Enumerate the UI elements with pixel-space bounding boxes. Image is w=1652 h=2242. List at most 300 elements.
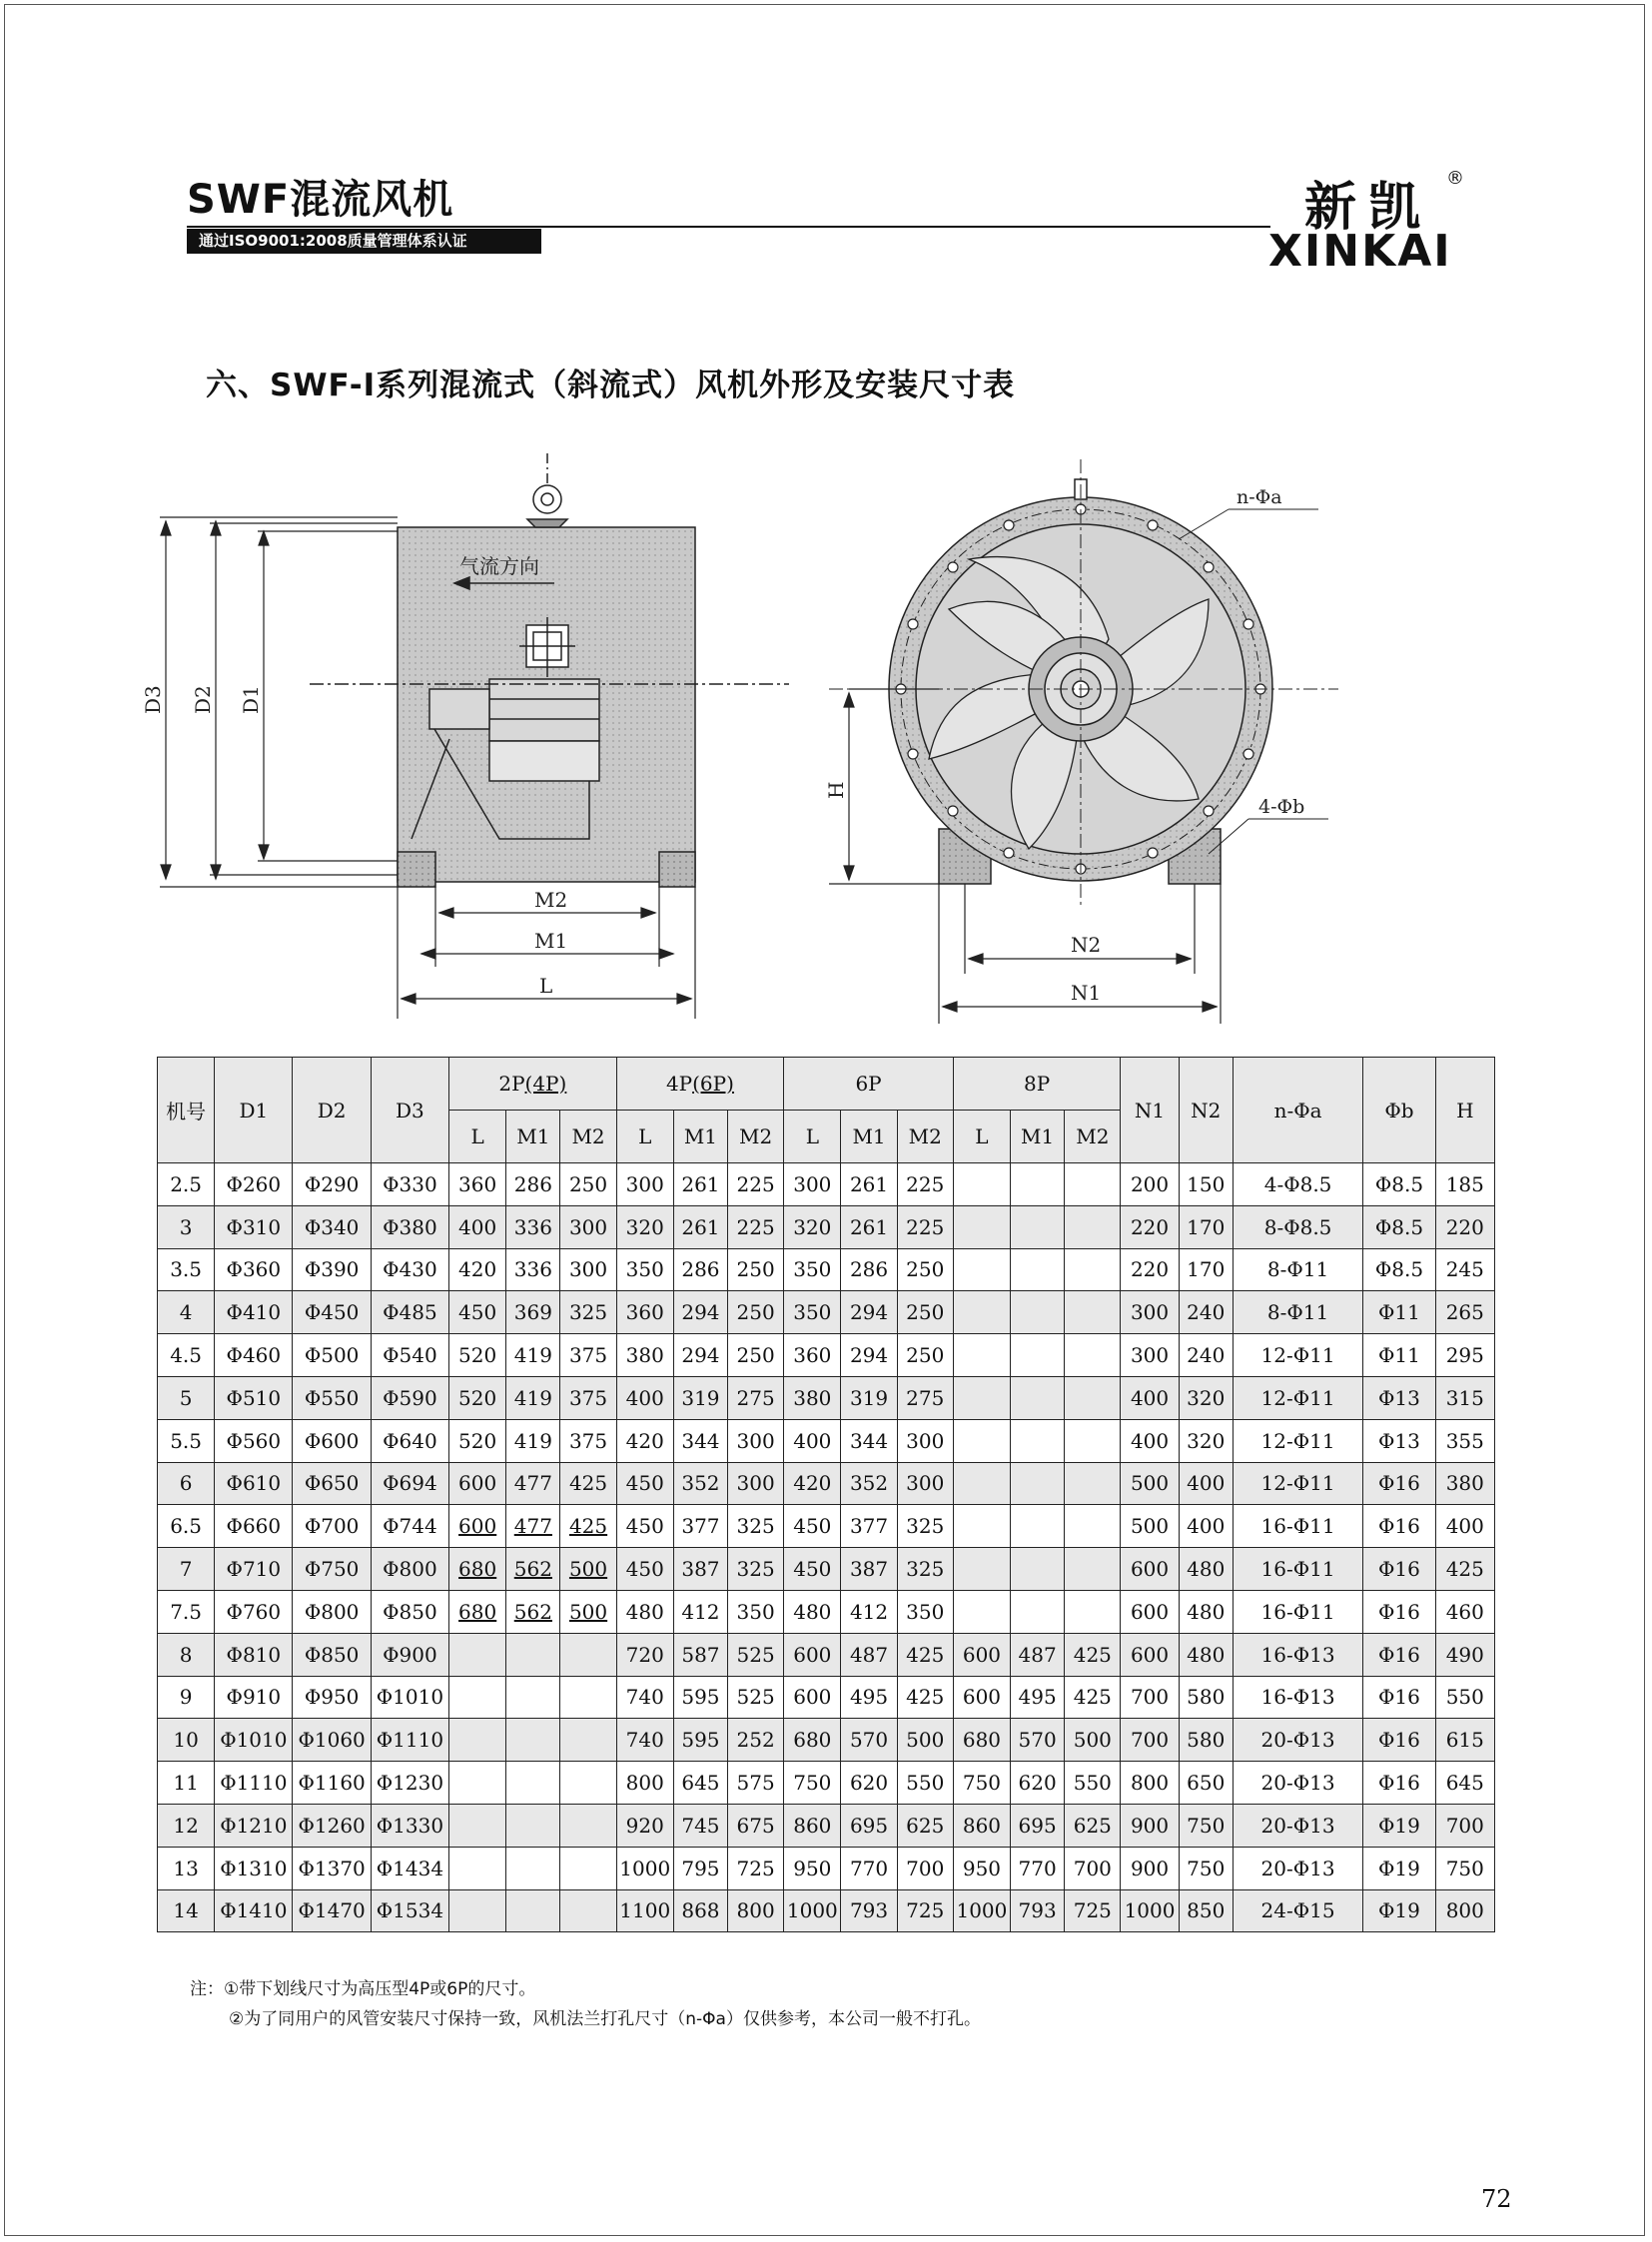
table-cell: 300 [560,1248,616,1291]
table-cell: 495 [841,1676,897,1719]
table-cell: 250 [728,1248,784,1291]
table-cell: 750 [1435,1847,1494,1889]
table-row [158,1676,1495,1719]
table-cell: 12-Φ11 [1233,1376,1362,1419]
table-cell: 319 [673,1376,727,1419]
table-cell: 325 [728,1548,784,1591]
col-header-d3: D3 [371,1058,448,1163]
table-cell: Φ550 [293,1376,371,1419]
table-cell: 750 [1179,1847,1233,1889]
table-cell: 575 [728,1762,784,1805]
table-row [158,1376,1495,1419]
table-cell: 487 [841,1633,897,1676]
table-cell: 770 [841,1847,897,1889]
table-cell: 344 [673,1419,727,1462]
col-header-pb: Φb [1363,1058,1435,1163]
table-cell: 695 [1011,1804,1065,1847]
table-cell: 700 [897,1847,953,1889]
table-cell: 315 [1435,1376,1494,1419]
table-cell: 490 [1435,1633,1494,1676]
table-cell: 570 [1011,1719,1065,1762]
table-cell: 487 [1011,1633,1065,1676]
table-cell: 360 [784,1334,841,1377]
table-cell: Φ694 [371,1462,448,1505]
table-cell: 8-Φ11 [1233,1248,1362,1291]
table-cell: 562 [506,1590,560,1633]
table-cell [953,1505,1010,1548]
table-cell: 387 [841,1548,897,1591]
table-cell: 700 [1121,1676,1179,1719]
table-cell: 480 [1179,1548,1233,1591]
table-row [158,1889,1495,1932]
table-cell: 286 [506,1163,560,1206]
holes-b-label: 4-Φb [1258,796,1305,818]
table-cell: 695 [841,1804,897,1847]
table-cell [506,1676,560,1719]
table-cell: Φ900 [371,1633,448,1676]
table-cell: 795 [673,1847,727,1889]
table-cell: 300 [728,1462,784,1505]
table-cell: Φ800 [371,1548,448,1591]
table-cell [1011,1590,1065,1633]
table-cell: Φ430 [371,1248,448,1291]
table-cell: 387 [673,1548,727,1591]
col-header-n1: N1 [1121,1058,1179,1163]
table-cell: Φ500 [293,1334,371,1377]
table-cell: 420 [616,1419,673,1462]
table-row [158,1590,1495,1633]
table-cell [560,1889,616,1932]
table-cell: 16-Φ13 [1233,1676,1362,1719]
table-cell: 868 [673,1889,727,1932]
table-cell: 320 [784,1205,841,1248]
table-cell: 500 [1065,1719,1121,1762]
table-cell: 450 [616,1462,673,1505]
table-cell: 520 [449,1376,506,1419]
table-cell: Φ19 [1363,1889,1435,1932]
table-cell: 12-Φ11 [1233,1334,1362,1377]
table-cell: 320 [616,1205,673,1248]
table-cell [953,1205,1010,1248]
table-cell: 300 [897,1462,953,1505]
table-cell: 400 [1121,1376,1179,1419]
table-cell: 500 [1121,1505,1179,1548]
table-cell [1065,1419,1121,1462]
table-cell [1065,1505,1121,1548]
table-cell [506,1889,560,1932]
table-row [158,1633,1495,1676]
table-cell: 570 [841,1719,897,1762]
table-cell: 500 [560,1590,616,1633]
table-cell: Φ1110 [215,1762,293,1805]
table-cell: 300 [1121,1291,1179,1334]
table-cell [1011,1163,1065,1206]
table-cell [953,1462,1010,1505]
table-cell: 750 [784,1762,841,1805]
group-header-6p: 6P [784,1058,954,1111]
table-cell: 525 [728,1676,784,1719]
table-cell [560,1847,616,1889]
table-cell: 250 [897,1334,953,1377]
table-cell: 680 [784,1719,841,1762]
col-header-n2: N2 [1179,1058,1233,1163]
subheader-m1: M1 [1011,1111,1065,1163]
brand-logo-en: XINKAI [1268,226,1452,277]
table-cell: Φ1010 [371,1676,448,1719]
table-cell: Φ810 [215,1633,293,1676]
note-2: ②为了同用户的风管安装尺寸保持一致，风机法兰打孔尺寸（n-Φa）仅供参考，本公司一般不打孔。 [229,2009,981,2029]
table-cell [506,1633,560,1676]
front-view [829,459,1338,909]
table-cell [1011,1462,1065,1505]
model-number-cell: 2.5 [158,1163,215,1206]
table-cell: 477 [506,1462,560,1505]
table-cell: Φ800 [293,1590,371,1633]
table-header-row [158,1058,1495,1111]
table-cell: 740 [616,1719,673,1762]
table-cell: 495 [1011,1676,1065,1719]
table-cell [560,1676,616,1719]
table-cell: 400 [1179,1505,1233,1548]
subheader-m1: M1 [841,1111,897,1163]
section-title: 六、SWF-Ⅰ系列混流式（斜流式）风机外形及安装尺寸表 [206,368,1016,403]
table-cell: 400 [616,1376,673,1419]
table-cell: 275 [897,1376,953,1419]
table-cell: 220 [1121,1205,1179,1248]
table-cell: Φ650 [293,1462,371,1505]
table-cell: 225 [897,1163,953,1206]
table-cell: 294 [841,1291,897,1334]
table-cell: 425 [897,1676,953,1719]
table-cell [449,1847,506,1889]
table-cell [560,1719,616,1762]
table-cell: 360 [616,1291,673,1334]
table-cell: Φ16 [1363,1548,1435,1591]
table-cell: 240 [1179,1291,1233,1334]
table-cell: 240 [1179,1334,1233,1377]
table-cell: 300 [897,1419,953,1462]
table-cell: 450 [616,1505,673,1548]
table-cell: 600 [784,1633,841,1676]
table-cell: 550 [1435,1676,1494,1719]
table-cell: 400 [1121,1419,1179,1462]
table-cell: Φ16 [1363,1633,1435,1676]
table-cell: Φ1110 [371,1719,448,1762]
table-cell: 380 [616,1334,673,1377]
page-number: 72 [1481,2185,1512,2213]
table-cell: 12-Φ11 [1233,1419,1362,1462]
table-cell: 4-Φ8.5 [1233,1163,1362,1206]
table-cell: Φ16 [1363,1762,1435,1805]
table-cell: 900 [1121,1804,1179,1847]
table-cell: 12-Φ11 [1233,1462,1362,1505]
table-cell: Φ1210 [215,1804,293,1847]
col-header-no: 机号 [158,1058,215,1163]
model-number-cell: 10 [158,1719,215,1762]
table-cell: 420 [449,1248,506,1291]
table-cell: 325 [560,1291,616,1334]
table-cell: 294 [673,1291,727,1334]
table-row [158,1719,1495,1762]
table-cell: 425 [560,1505,616,1548]
table-cell: 325 [897,1548,953,1591]
table-cell: 200 [1121,1163,1179,1206]
table-cell: 425 [560,1462,616,1505]
table-cell [449,1804,506,1847]
table-cell [1011,1376,1065,1419]
subheader-m1: M1 [673,1111,727,1163]
table-cell: 595 [673,1676,727,1719]
table-cell: 750 [1179,1804,1233,1847]
table-cell: Φ11 [1363,1334,1435,1377]
table-cell [449,1719,506,1762]
table-cell: 375 [560,1334,616,1377]
table-cell: 425 [1065,1676,1121,1719]
dim-m2-label: M2 [534,888,568,912]
table-cell: 595 [673,1719,727,1762]
table-cell: Φ1310 [215,1847,293,1889]
table-cell: 1000 [616,1847,673,1889]
table-cell: Φ19 [1363,1847,1435,1889]
table-cell: 600 [953,1676,1010,1719]
subheader-m2: M2 [1065,1111,1121,1163]
table-cell: 550 [1065,1762,1121,1805]
table-cell: 600 [1121,1590,1179,1633]
table-cell [449,1762,506,1805]
table-cell: Φ1260 [293,1804,371,1847]
table-cell: Φ710 [215,1548,293,1591]
model-number-cell: 9 [158,1676,215,1719]
subheader-l: L [953,1111,1010,1163]
table-row [158,1804,1495,1847]
table-cell: 380 [784,1376,841,1419]
table-cell [1011,1505,1065,1548]
table-cell: 645 [1435,1762,1494,1805]
registered-mark: ® [1446,168,1464,189]
table-cell: Φ16 [1363,1462,1435,1505]
table-cell: Φ510 [215,1376,293,1419]
table-cell: 480 [616,1590,673,1633]
group-header-4p: 4P(6P) [616,1058,784,1111]
table-cell: 261 [841,1205,897,1248]
table-cell: 320 [1179,1419,1233,1462]
table-cell: 650 [1179,1762,1233,1805]
table-cell: 950 [784,1847,841,1889]
table-cell: 300 [560,1205,616,1248]
table-cell: Φ590 [371,1376,448,1419]
table-cell [1065,1248,1121,1291]
table-cell [1011,1205,1065,1248]
table-cell: Φ1230 [371,1762,448,1805]
table-cell: 620 [1011,1762,1065,1805]
table-cell: Φ1534 [371,1889,448,1932]
table-cell: Φ744 [371,1505,448,1548]
table-cell [560,1804,616,1847]
model-number-cell: 14 [158,1889,215,1932]
table-cell: 600 [449,1462,506,1505]
table-cell: Φ16 [1363,1505,1435,1548]
note-1: 注：①带下划线尺寸为高压型4P或6P的尺寸。 [190,1979,536,1999]
table-cell [1011,1248,1065,1291]
table-cell: 600 [1121,1633,1179,1676]
table-cell [449,1633,506,1676]
table-cell: Φ8.5 [1363,1205,1435,1248]
table-cell: Φ610 [215,1462,293,1505]
table-cell: 900 [1121,1847,1179,1889]
table-cell: Φ700 [293,1505,371,1548]
table-cell: 725 [728,1847,784,1889]
table-cell: 375 [560,1376,616,1419]
table-cell: 400 [1435,1505,1494,1548]
table-cell: 625 [1065,1804,1121,1847]
table-cell: Φ460 [215,1334,293,1377]
table-cell: 419 [506,1419,560,1462]
table-cell [1011,1419,1065,1462]
model-number-cell: 6 [158,1462,215,1505]
table-cell [506,1762,560,1805]
model-number-cell: 4.5 [158,1334,215,1377]
table-cell: Φ540 [371,1334,448,1377]
table-cell: 20-Φ13 [1233,1762,1362,1805]
dim-h-label: H [824,781,848,799]
model-number-cell: 7 [158,1548,215,1591]
table-cell: 300 [728,1419,784,1462]
table-row [158,1334,1495,1377]
catalog-title: SWF混流风机 [187,177,454,223]
table-cell: 261 [673,1163,727,1206]
table-cell [1011,1334,1065,1377]
table-cell: 16-Φ11 [1233,1590,1362,1633]
table-cell: 793 [841,1889,897,1932]
table-cell: 1100 [616,1889,673,1932]
table-cell: 562 [506,1548,560,1591]
table-cell: 412 [841,1590,897,1633]
table-cell: Φ13 [1363,1376,1435,1419]
table-cell: 375 [560,1419,616,1462]
table-cell [953,1548,1010,1591]
table-cell: Φ16 [1363,1676,1435,1719]
table-cell [953,1163,1010,1206]
side-view [310,453,789,887]
table-cell [560,1762,616,1805]
table-cell: 377 [673,1505,727,1548]
table-cell: 520 [449,1334,506,1377]
table-cell: 920 [616,1804,673,1847]
model-number-cell: 8 [158,1633,215,1676]
table-cell: 745 [673,1804,727,1847]
table-cell: 720 [616,1633,673,1676]
table-cell: Φ600 [293,1419,371,1462]
table-cell: 793 [1011,1889,1065,1932]
model-number-cell: 11 [158,1762,215,1805]
table-cell [1065,1205,1121,1248]
table-cell: 520 [449,1419,506,1462]
table-cell: 600 [1121,1548,1179,1591]
table-cell: Φ450 [293,1291,371,1334]
table-cell [953,1334,1010,1377]
table-cell: 225 [897,1205,953,1248]
table-cell [1065,1462,1121,1505]
table-cell: 800 [1121,1762,1179,1805]
table-cell: Φ640 [371,1419,448,1462]
table-row [158,1762,1495,1805]
table-cell: 355 [1435,1419,1494,1462]
table-cell: Φ910 [215,1676,293,1719]
model-number-cell: 3 [158,1205,215,1248]
table-cell: 295 [1435,1334,1494,1377]
table-cell: 20-Φ13 [1233,1847,1362,1889]
table-cell: 300 [616,1163,673,1206]
table-cell: Φ16 [1363,1590,1435,1633]
table-cell: 150 [1179,1163,1233,1206]
table-cell: 700 [1065,1847,1121,1889]
table-cell [953,1419,1010,1462]
table-cell: 425 [897,1633,953,1676]
table-cell [1011,1548,1065,1591]
table-cell: Φ950 [293,1676,371,1719]
table-cell: 336 [506,1248,560,1291]
table-cell: 170 [1179,1205,1233,1248]
holes-a-label: n-Φa [1237,486,1282,508]
table-cell: 350 [784,1248,841,1291]
table-cell: 20-Φ13 [1233,1804,1362,1847]
table-cell: 8-Φ8.5 [1233,1205,1362,1248]
table-cell: 325 [728,1505,784,1548]
table-cell: Φ410 [215,1291,293,1334]
table-cell: 550 [897,1762,953,1805]
model-number-cell: 6.5 [158,1505,215,1548]
table-cell: 261 [673,1205,727,1248]
table-cell: 250 [560,1163,616,1206]
subheader-l: L [449,1111,506,1163]
table-cell: 450 [449,1291,506,1334]
table-cell: 16-Φ11 [1233,1505,1362,1548]
table-cell: 294 [841,1334,897,1377]
footnotes [190,1974,981,2034]
table-cell: 350 [784,1291,841,1334]
table-row [158,1419,1495,1462]
table-cell: 225 [728,1205,784,1248]
table-cell: 300 [784,1163,841,1206]
table-cell: 250 [728,1291,784,1334]
table-cell: 286 [841,1248,897,1291]
table-cell: 700 [1435,1804,1494,1847]
table-cell [449,1889,506,1932]
table-cell: 477 [506,1505,560,1548]
group-header-2p: 2P(4P) [449,1058,617,1111]
model-number-cell: 3.5 [158,1248,215,1291]
table-cell: 480 [1179,1590,1233,1633]
table-cell: Φ1010 [215,1719,293,1762]
col-header-na: n-Φa [1233,1058,1362,1163]
table-cell: 740 [616,1676,673,1719]
airflow-label: 气流方向 [459,554,539,578]
col-header-d1: D1 [215,1058,293,1163]
table-cell: 320 [1179,1376,1233,1419]
table-cell: 286 [673,1248,727,1291]
dim-n1-label: N1 [1071,981,1102,1005]
table-cell: 24-Φ15 [1233,1889,1362,1932]
dim-m1-label: M1 [534,929,568,953]
table-cell: 400 [449,1205,506,1248]
table-cell: Φ760 [215,1590,293,1633]
table-cell [506,1804,560,1847]
table-cell: 680 [449,1590,506,1633]
table-cell [953,1248,1010,1291]
dim-n2-label: N2 [1071,933,1102,957]
table-cell: Φ1470 [293,1889,371,1932]
table-cell: Φ290 [293,1163,371,1206]
